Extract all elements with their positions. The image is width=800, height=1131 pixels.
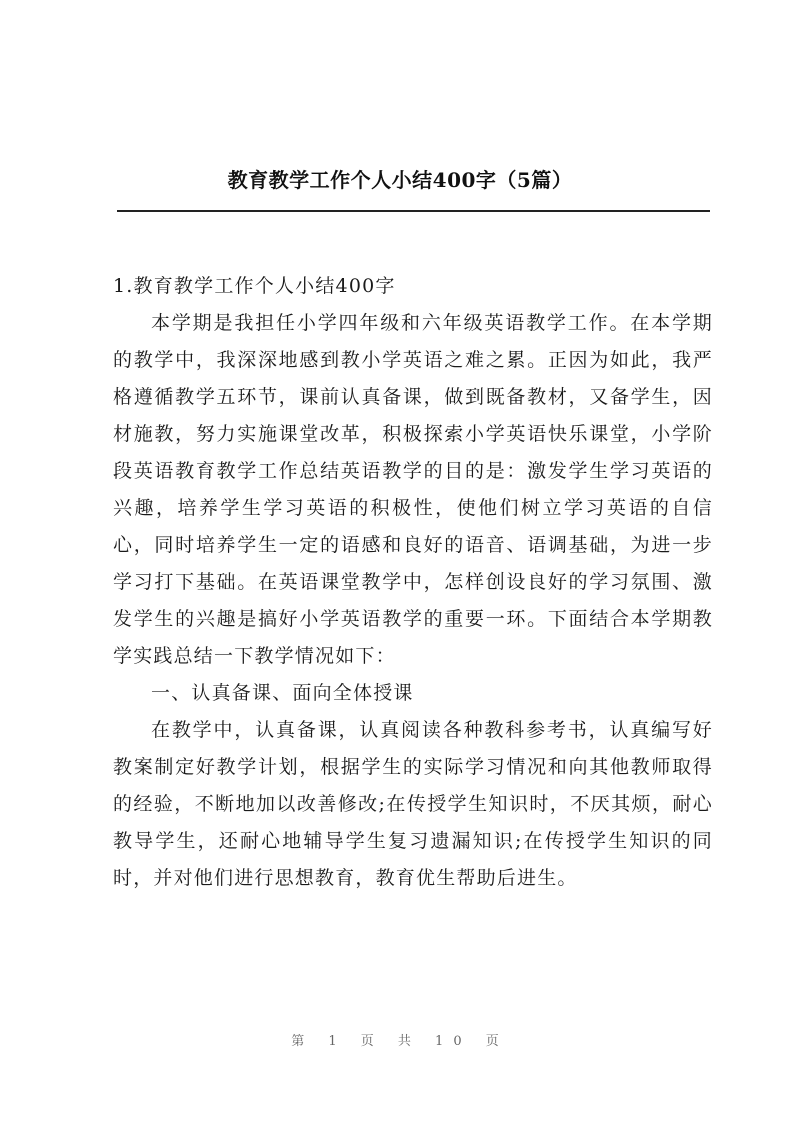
body-paragraph: 在教学中，认真备课，认真阅读各种教科参考书，认真编写好教案制定好教学计划，根据学生的实际学习情况和向其他教师取得的经验，不断地加以改善修改;在传授学生知识时，不厌其烦，耐心教导学生，还耐心地辅导学生复习遗漏知识;在传授学生知识的同时，并对他们进行思想教育，教育优生帮助后进生。: [113, 719, 713, 889]
body-paragraph: 本学期是我担任小学四年级和六年级英语教学工作。在本学期的教学中，我深深地感到教小学英语之难之累。正因为如此，我严格遵循教学五环节，课前认真备课，做到既备教材，又备学生，因材施教，努力实施课堂改革，积极探索小学英语快乐课堂，小学阶段英语教育教学工作总结英语教学的目的是：激发学生学习英语的兴趣，培养学生学习英语的积极性，使他们树立学习英语的自信心，同时培养学生一定的语感和良好的语音、语调基础，为进一步学习打下基础。在英语课堂教学中，怎样创设良好的学习氛围、激发学生的兴趣是搞好小学英语教学的重要一环。下面结合本学期教学实践总结一下教学情况如下：: [113, 312, 713, 667]
section-heading: 1.教育教学工作个人小结400字: [113, 275, 396, 297]
document-title: 教育教学工作个人小结400字（5篇）: [227, 168, 573, 192]
page-footer: 第 1 页 共 10 页: [291, 1034, 509, 1049]
document-body: [113, 268, 713, 897]
subsection-heading: 一、认真备课、面向全体授课: [151, 682, 414, 704]
title-divider: [117, 210, 710, 212]
